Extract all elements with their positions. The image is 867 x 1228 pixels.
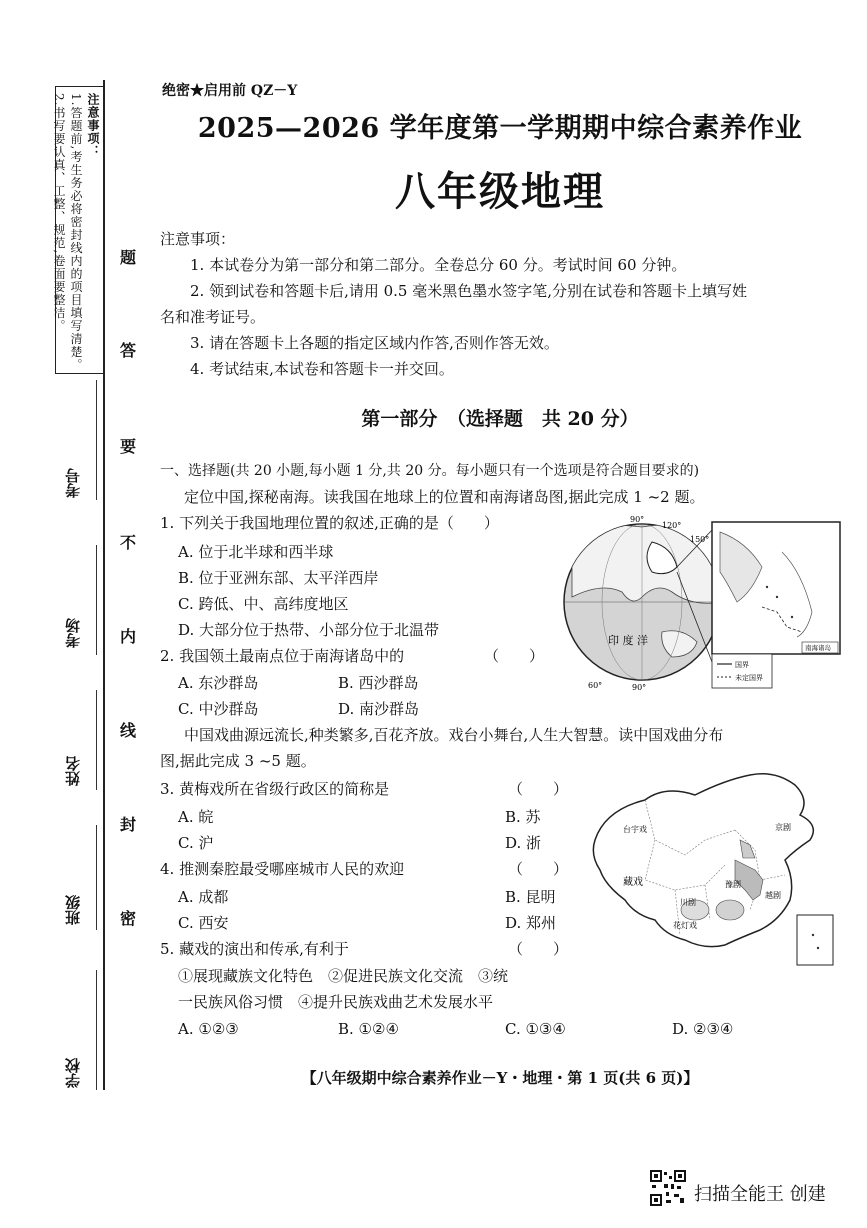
- q4-option-d[interactable]: D. 郑州: [505, 914, 557, 932]
- q3-option-c[interactable]: C. 沪: [178, 834, 214, 852]
- field-school: 学校: [64, 1058, 82, 1088]
- section-heading: 一、选择题(共 20 小题,每小题 1 分,共 20 分。每小题只有一个选项是符合题目要求的): [160, 463, 700, 479]
- q3-option-b[interactable]: B. 苏: [505, 808, 541, 826]
- field-line-exam-number: [96, 380, 97, 500]
- subject-title: 八年级地理: [395, 168, 605, 215]
- seal-char-6: 线: [120, 721, 137, 740]
- q4-option-c[interactable]: C. 西安: [178, 914, 229, 932]
- q4-option-a[interactable]: A. 成都: [178, 888, 229, 906]
- q5-statements-line2: 一民族风俗习惯 ④提升民族戏曲艺术发展水平: [178, 993, 494, 1011]
- q3-stem: 3. 黄梅戏所在省级行政区的简称是: [160, 780, 390, 798]
- inset-title: 南海诸岛: [805, 644, 831, 652]
- q3-option-a[interactable]: A. 皖: [178, 808, 214, 826]
- note-3: 3. 请在答题卡上各题的指定区域内作答,否则作答无效。: [190, 334, 559, 352]
- field-name: 姓名: [64, 756, 82, 786]
- scanner-watermark: 扫描全能王 创建: [694, 1184, 826, 1205]
- map2-label-lantern-opera: 花灯戏: [673, 921, 697, 930]
- q1-option-c[interactable]: C. 跨低、中、高纬度地区: [178, 595, 349, 613]
- side-notice-line-1: 1.答题前,考生务必将密封线内的项目填写清楚。: [69, 93, 83, 372]
- field-line-name: [96, 690, 97, 790]
- note-2-cont: 名和准考证号。: [160, 308, 266, 326]
- seal-char-7: 封: [120, 815, 137, 834]
- map2-label-sichuan-opera: 川剧: [680, 898, 696, 907]
- field-line-exam-room: [96, 545, 97, 655]
- note-2: 2. 领到试卷和答题卡后,请用 0.5 毫米黑色墨水签字笔,分别在试卷和答题卡上填写姓: [190, 282, 748, 300]
- note-4: 4. 考试结束,本试卷和答题卡一并交回。: [190, 360, 454, 378]
- q5-option-c[interactable]: C. ①③④: [505, 1020, 566, 1038]
- q2-option-d[interactable]: D. 南沙群岛: [338, 700, 420, 718]
- field-line-school: [96, 970, 97, 1090]
- intro-q3-5-line2: 图,据此完成 3 ~5 题。: [160, 752, 316, 770]
- note-1: 1. 本试卷分为第一部分和第二部分。全卷总分 60 分。考试时间 60 分钟。: [190, 256, 687, 274]
- qr-code-icon: [650, 1170, 686, 1206]
- q4-option-b[interactable]: B. 昆明: [505, 888, 556, 906]
- q5-paren[interactable]: （ ）: [508, 940, 569, 958]
- legend-undetermined-border: 未定国界: [735, 674, 763, 682]
- map2-label-henan-opera: 豫剧: [725, 880, 741, 889]
- intro-q1-2: 定位中国,探秘南海。读我国在地球上的位置和南海诸岛图,据此完成 1 ~2 题。: [184, 488, 705, 506]
- globe-indian-ocean-label: 印 度 洋: [608, 634, 648, 647]
- q2-option-c[interactable]: C. 中沙群岛: [178, 700, 259, 718]
- q5-option-b[interactable]: B. ①②④: [338, 1020, 399, 1038]
- intro-q3-5-line1: 中国戏曲源远流长,种类繁多,百花齐放。戏台小舞台,人生大智慧。读中国戏曲分布: [184, 726, 724, 744]
- seal-char-4: 不: [120, 533, 137, 552]
- q3-option-d[interactable]: D. 浙: [505, 834, 542, 852]
- q2-option-b[interactable]: B. 西沙群岛: [338, 674, 419, 692]
- field-exam-number: 考号: [64, 468, 82, 498]
- field-class: 班级: [64, 895, 82, 925]
- legend-border: 国界: [735, 661, 749, 669]
- q2-option-a[interactable]: A. 东沙群岛: [178, 674, 259, 692]
- field-exam-room: 考场: [64, 618, 82, 648]
- seal-char-1: 题: [120, 248, 137, 267]
- part1-title: 第一部分 （选择题 共 20 分）: [361, 408, 639, 430]
- binding-line: [103, 80, 105, 1090]
- globe-lon-label-3: 150°: [690, 535, 710, 544]
- map2-label-yue-opera: 越剧: [765, 891, 781, 900]
- page-footer: 【八年级期中综合素养作业－Y・地理・第 1 页(共 6 页)】: [301, 1069, 699, 1087]
- q4-stem: 4. 推测秦腔最受哪座城市人民的欢迎: [160, 860, 405, 878]
- map2-label-peking-opera: 京剧: [775, 823, 791, 832]
- seal-char-5: 内: [120, 627, 137, 646]
- q4-paren[interactable]: （ ）: [508, 860, 569, 878]
- q5-stem: 5. 藏戏的演出和传承,有利于: [160, 940, 349, 958]
- q3-paren[interactable]: （ ）: [508, 780, 569, 798]
- q1-stem: 1. 下列关于我国地理位置的叙述,正确的是（ ）: [160, 514, 499, 532]
- q5-option-d[interactable]: D. ②③④: [672, 1020, 734, 1038]
- notes-heading: 注意事项：: [160, 230, 236, 248]
- seal-char-2: 答: [120, 341, 137, 360]
- map-globe-south-china-sea: [562, 512, 842, 692]
- q2-paren[interactable]: （ ）: [484, 647, 545, 665]
- exam-title: 2025—2026 学年度第一学期期中综合素养作业: [197, 113, 803, 144]
- side-notice-line-2: 2.书写要认真、工整、规范,卷面要整洁。: [52, 93, 66, 333]
- map-china-opera-distribution: [585, 770, 837, 970]
- globe-lon-label-4: 60°: [588, 681, 603, 690]
- q1-option-b[interactable]: B. 位于亚洲东部、太平洋西岸: [178, 569, 379, 587]
- secret-label: 绝密★启用前 QZ－Y: [162, 83, 298, 99]
- q5-option-a[interactable]: A. ①②③: [178, 1020, 239, 1038]
- side-notice-title: 注意事项：: [86, 93, 100, 158]
- q1-option-d[interactable]: D. 大部分位于热带、小部分位于北温带: [178, 621, 440, 639]
- globe-lon-label-5: 90°: [632, 683, 647, 692]
- field-line-class: [96, 825, 97, 930]
- notice-box: [52, 86, 105, 374]
- q5-statements-line1: ①展现藏族文化特色 ②促进民族文化交流 ③统: [178, 967, 509, 985]
- q2-stem: 2. 我国领土最南点位于南海诸岛中的: [160, 647, 405, 665]
- globe-lon-label-2: 120°: [662, 521, 682, 530]
- globe-lon-label-1: 90°: [630, 515, 645, 524]
- seal-char-3: 要: [120, 437, 137, 456]
- q1-option-a[interactable]: A. 位于北半球和西半球: [178, 543, 334, 561]
- map2-label-tibetan-opera: 藏戏: [623, 877, 643, 888]
- map2-label-1: 台宇戏: [623, 825, 647, 834]
- seal-char-8: 密: [120, 909, 137, 928]
